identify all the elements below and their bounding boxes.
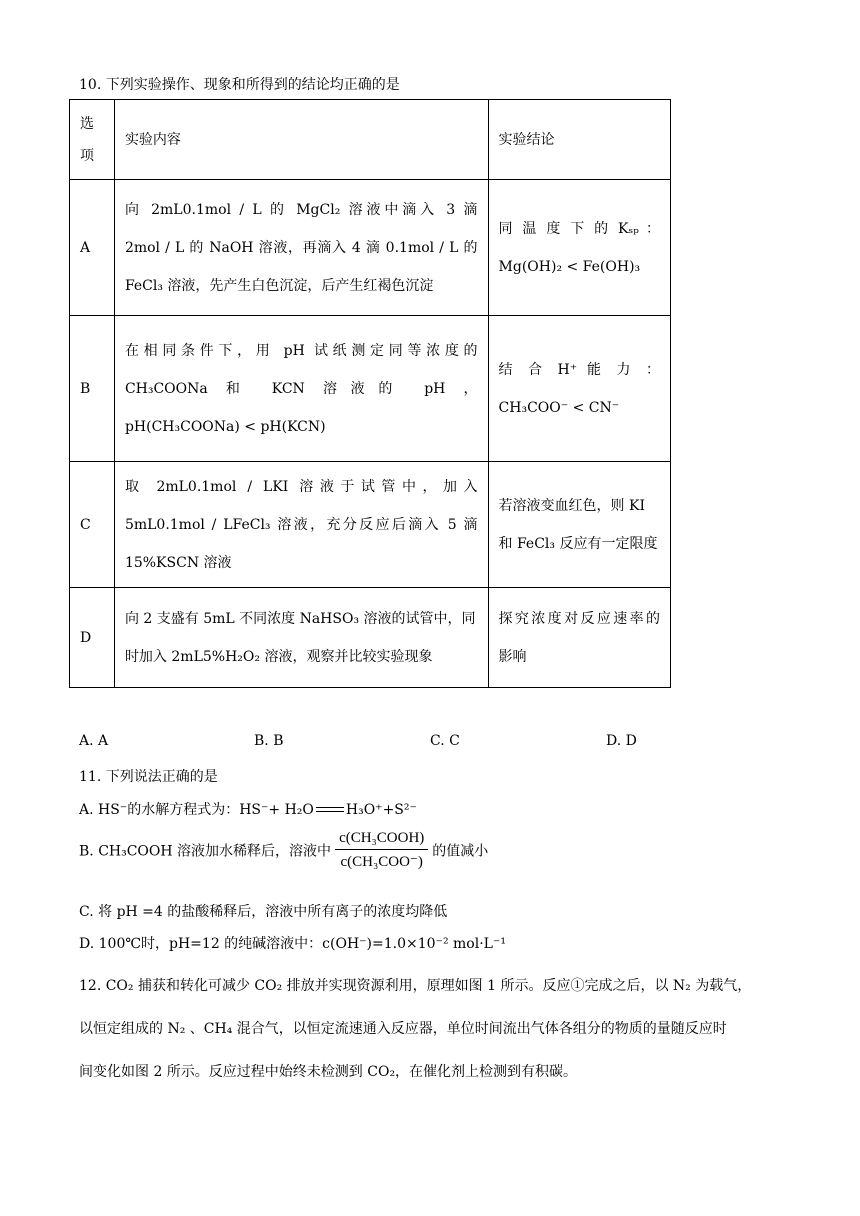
conclusion-line: 若溶液变血红色，则 KI <box>498 497 645 514</box>
row-option: B <box>70 316 115 462</box>
content-line: 向 2 支盛有 5mL 不同浓度 NaHSO₃ 溶液的试管中，同 <box>124 610 476 627</box>
q11-option-b-tail: 的值减小 <box>432 843 489 860</box>
conclusion-line: 同 温 度 下 的 Kₛₚ ： <box>498 220 660 237</box>
content-line: 取 2mL0.1mol / LKI 溶液于试管中，加入 <box>124 478 478 495</box>
conclusion-line: Mg(OH)₂ < Fe(OH)₃ <box>498 258 641 275</box>
q11-option-a[interactable] <box>79 799 417 819</box>
choice-a[interactable]: A. A <box>79 733 109 749</box>
conclusion-line: 结 合 H⁺ 能 力 ： <box>498 361 660 378</box>
q11-option-a-text: A. HS⁻的水解方程式为：HS⁻+ H₂O <box>79 802 314 818</box>
q11-option-c[interactable]: C. 将 pH =4 的盐酸稀释后，溶液中所有离子的浓度均降低 <box>79 904 448 920</box>
header-option-line: 选 <box>80 115 94 132</box>
table-header-row <box>70 100 671 180</box>
header-option-line: 项 <box>80 147 94 164</box>
q11-option-b[interactable] <box>79 830 488 871</box>
choice-d[interactable]: D. D <box>606 733 637 749</box>
q11-option-b-text: B. CH₃COOH 溶液加水稀释后，溶液中 <box>79 843 332 860</box>
content-line: FeCl₃ 溶液，先产生白色沉淀，后产生红褐色沉淀 <box>124 277 434 294</box>
row-conclusion <box>488 180 670 316</box>
row-content <box>114 588 488 688</box>
content-line: 2mol / L 的 NaOH 溶液，再滴入 4 滴 0.1mol / L 的 <box>124 239 478 256</box>
content-line: 15%KSCN 溶液 <box>124 554 232 571</box>
content-line: 时加入 2mL5%H₂O₂ 溶液，观察并比较实验现象 <box>124 648 433 665</box>
choice-c[interactable]: C. C <box>430 733 460 749</box>
conclusion-line: 和 FeCl₃ 反应有一定限度 <box>498 535 658 552</box>
conclusion-line: 影响 <box>498 648 527 665</box>
table-row <box>70 462 671 588</box>
content-line: pH(CH₃COONa) < pH(KCN) <box>124 418 326 435</box>
header-option <box>70 100 115 180</box>
row-conclusion <box>488 462 670 588</box>
concentration-ratio-fraction <box>335 830 428 871</box>
equilibrium-arrow-icon <box>316 805 344 815</box>
row-option: A <box>70 180 115 316</box>
header-content: 实验内容 <box>114 100 488 180</box>
table-row <box>70 180 671 316</box>
content-line: 5mL0.1mol / LFeCl₃ 溶液，充分反应后滴入 5 滴 <box>124 516 478 533</box>
row-option: D <box>70 588 115 688</box>
conclusion-line: CH₃COO⁻ < CN⁻ <box>498 399 620 416</box>
table-row <box>70 588 671 688</box>
q12-line: 以恒定组成的 N₂ 、CH₄ 混合气，以恒定流速通入反应器，单位时间流出气体各组分的物质的量随反应时 <box>79 1021 727 1037</box>
row-conclusion <box>488 316 670 462</box>
q10-table <box>69 99 671 688</box>
content-line: 在相同条件下，用 pH 试纸测定同等浓度的 <box>124 342 478 359</box>
header-conclusion: 实验结论 <box>488 100 670 180</box>
q11-option-a-products: H₃O⁺+S²⁻ <box>345 802 417 818</box>
q11-stem: 11. 下列说法正确的是 <box>79 769 218 785</box>
q12-line: 12. CO₂ 捕获和转化可减少 CO₂ 排放并实现资源利用，原理如图 1 所示。反应①完成之后，以 N₂ 为载气， <box>79 978 752 994</box>
row-option: C <box>70 462 115 588</box>
row-conclusion <box>488 588 670 688</box>
content-line: 向 2mL0.1mol / L 的 MgCl₂ 溶液中滴入 3 滴 <box>124 201 478 218</box>
row-content <box>114 180 488 316</box>
q11-option-d[interactable]: D. 100℃时，pH=12 的纯碱溶液中：c(OH⁻)=1.0×10⁻² mol·L⁻¹ <box>79 936 506 952</box>
q12-line: 间变化如图 2 所示。反应过程中始终未检测到 CO₂，在催化剂上检测到有积碳。 <box>79 1064 578 1080</box>
content-line: CH₃COONa 和 KCN 溶液的 pH ， <box>124 380 478 397</box>
table-row <box>70 316 671 462</box>
fraction-denominator: c(CH₃COO⁻) <box>340 854 423 870</box>
fraction-numerator: c(CH₃COOH) <box>335 830 428 850</box>
conclusion-line: 探究浓度对反应速率的 <box>498 610 660 627</box>
row-content <box>114 462 488 588</box>
q10-stem: 10. 下列实验操作、现象和所得到的结论均正确的是 <box>79 77 400 93</box>
choice-b[interactable]: B. B <box>254 733 284 749</box>
row-content <box>114 316 488 462</box>
